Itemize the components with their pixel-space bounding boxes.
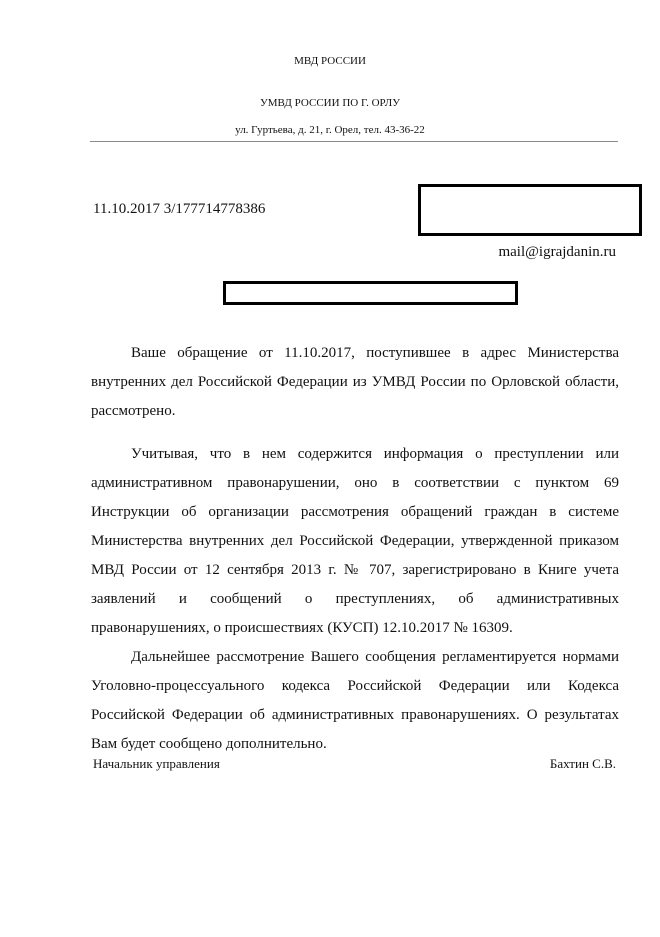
signature-position: Начальник управления — [93, 756, 220, 771]
redacted-title-block — [223, 281, 518, 305]
body-paragraph-1: Ваше обращение от 11.10.2017, поступившее в адрес Министерства внутренних дел Российской Федерации из УМВД России по Орловской области, рассмотрено. — [91, 345, 619, 419]
letter-body — [91, 339, 619, 759]
body-paragraph-3: Дальнейшее рассмотрение Вашего сообщения регламентируется нормами Уголовно-процессуального кодекса Российской Федерации или Кодекса Российской Федерации об административных правонарушениях. О результатах Вам будет сообщено дополнительно. — [91, 649, 619, 752]
letterhead-divider — [90, 141, 618, 142]
redacted-recipient-block — [418, 184, 642, 236]
letterhead-address: ул. Гуртьева, д. 21, г. Орел, тел. 43-36-22 — [235, 124, 425, 136]
registration-date-number: 11.10.2017 3/177714778386 — [93, 201, 266, 217]
letterhead-department: УМВД РОССИИ ПО Г. ОРЛУ — [259, 97, 401, 109]
letterhead-organization: МВД РОССИИ — [294, 55, 366, 67]
signature-name: Бахтин С.В. — [549, 756, 616, 771]
recipient-email: mail@igrajdanin.ru — [498, 244, 616, 260]
body-paragraph-2: Учитывая, что в нем содержится информация о преступлении или административном правонарушении, оно в соответствии с пунктом 69 Инструкции об организации рассмотрения обращений граждан в системе Министерства внутренних дел Российской Федерации, утвержденной приказом МВД России от 12 сентября 2013 г. № 707, зарегистрировано в Книге учета заявлений и сообщений о преступлениях, об административных правонарушениях, о происшествиях (КУСП) 12.10.2017 № 16309. — [91, 446, 619, 636]
